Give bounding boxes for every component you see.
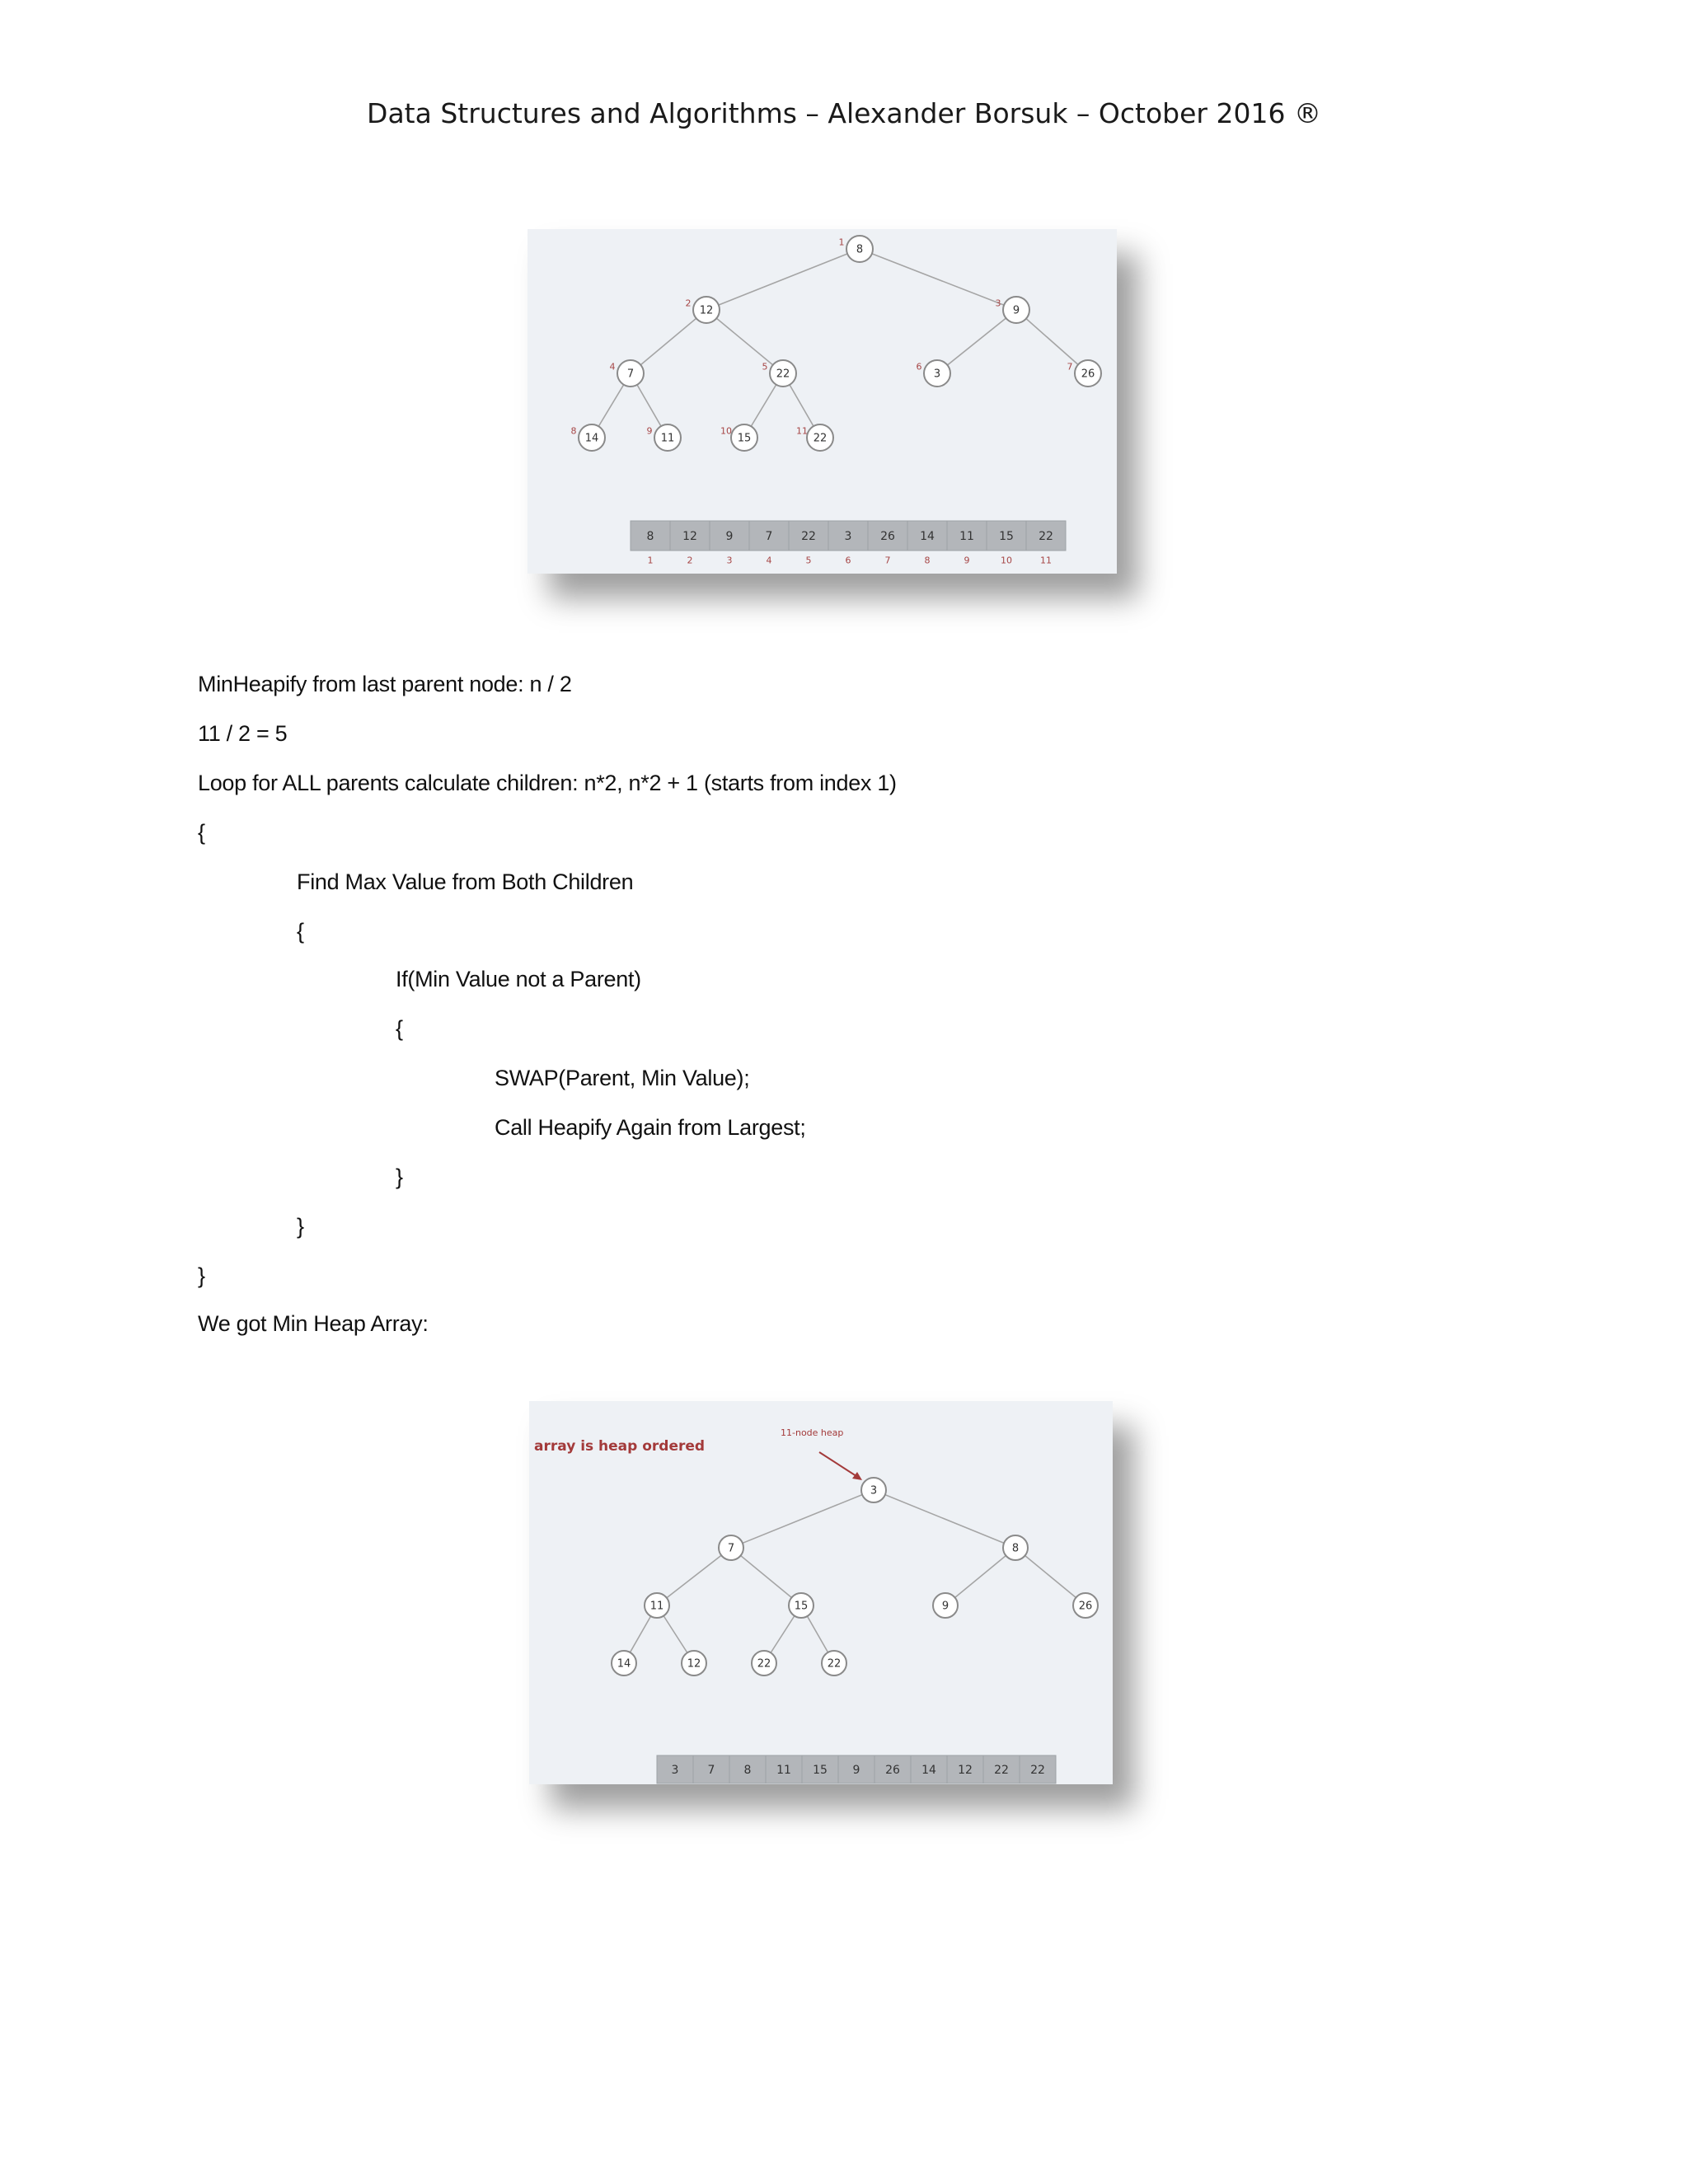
- tree-node-index: 5: [762, 361, 768, 373]
- line-brace-close-2: }: [297, 1214, 304, 1239]
- array-cell: [911, 1755, 947, 1783]
- tree-node: [579, 424, 605, 451]
- array-cell: [907, 521, 947, 551]
- array-cell-value: 15: [999, 530, 1014, 543]
- tree-node: [719, 1535, 743, 1560]
- tree-node-value: 7: [626, 368, 635, 381]
- tree-edge: [860, 249, 1016, 310]
- array-cell-value: 26: [880, 530, 895, 543]
- array-cell-value: 9: [725, 530, 734, 543]
- array-index: 1: [647, 555, 654, 566]
- array-cell: [828, 521, 868, 551]
- array-cell-value: 3: [671, 1764, 679, 1777]
- tree-node-value: 8: [1011, 1542, 1020, 1555]
- array-cell-value: 22: [1030, 1764, 1045, 1777]
- tree-node-value: 14: [584, 432, 599, 445]
- tree-node-value: 15: [794, 1600, 809, 1613]
- line-minheapify: MinHeapify from last parent node: n / 2: [198, 672, 572, 696]
- array-cell: [789, 521, 828, 551]
- tree-node-index: 4: [609, 361, 616, 373]
- array-index: 10: [1001, 555, 1012, 566]
- line-brace-open-1: {: [198, 820, 205, 845]
- array-index: 4: [766, 555, 772, 566]
- array-cell-value: 22: [801, 530, 816, 543]
- tree-node-value: 12: [699, 304, 714, 317]
- array-cell: [766, 1755, 802, 1783]
- tree-node-value: 8: [856, 243, 864, 256]
- tree-node-value: 22: [776, 368, 790, 381]
- tree-node-value: 26: [1078, 1600, 1093, 1613]
- array-cell: [657, 1755, 693, 1783]
- page-header: Data Structures and Algorithms – Alexander Borsuk – October 2016 ®: [367, 97, 1321, 129]
- tree-edge: [945, 1548, 1015, 1605]
- array-index: 11: [1040, 555, 1052, 566]
- array-cell-value: 12: [958, 1764, 973, 1777]
- tree-node-value: 3: [870, 1484, 878, 1497]
- tree-edge: [731, 1490, 874, 1548]
- array-cell: [868, 521, 907, 551]
- array-cell: [947, 521, 987, 551]
- array-index: 5: [805, 555, 812, 566]
- tree-edge: [631, 310, 706, 373]
- tree-edge: [706, 249, 860, 310]
- line-if: If(Min Value not a Parent): [396, 967, 641, 991]
- tree-node-index: 7: [1067, 361, 1073, 373]
- tree-node-index: 3: [995, 298, 1001, 309]
- tree-node: [1075, 360, 1101, 387]
- array-cell-value: 26: [885, 1764, 900, 1777]
- array-cell-value: 22: [994, 1764, 1009, 1777]
- line-calc: 11 / 2 = 5: [198, 721, 288, 746]
- tree-node-value: 9: [941, 1600, 950, 1613]
- tree-edge: [1015, 1548, 1085, 1605]
- array-cell: [729, 1755, 766, 1783]
- tree-node-value: 15: [737, 432, 752, 445]
- array-cell: [749, 521, 789, 551]
- tree-node-value: 9: [1012, 304, 1020, 317]
- array-cell-value: 12: [682, 530, 697, 543]
- array-cell-value: 11: [776, 1764, 791, 1777]
- node-heap-label: 11-node heap: [781, 1427, 844, 1438]
- line-loop: Loop for ALL parents calculate children: n*2, n*2 + 1 (starts from index 1): [198, 771, 897, 795]
- tree-edge: [731, 1548, 801, 1605]
- array-cell: [1020, 1755, 1056, 1783]
- arrow-line: [819, 1452, 859, 1478]
- array-cell: [802, 1755, 838, 1783]
- tree-node-index: 11: [796, 425, 808, 437]
- line-result: We got Min Heap Array:: [198, 1311, 429, 1336]
- tree-node-index: 2: [685, 298, 692, 309]
- tree-edge: [874, 1490, 1015, 1548]
- tree-node: [645, 1593, 669, 1618]
- tree-node: [846, 236, 873, 262]
- array-cell-value: 9: [852, 1764, 860, 1777]
- array-index: 7: [884, 555, 891, 566]
- array-cell: [1026, 521, 1066, 551]
- tree-node-index: 10: [720, 425, 732, 437]
- tree-node: [770, 360, 796, 387]
- tree-edge: [657, 1548, 731, 1605]
- tree-node-index: 8: [570, 425, 577, 437]
- array-cell-value: 14: [921, 1764, 936, 1777]
- tree-edge: [706, 310, 783, 373]
- line-find-max: Find Max Value from Both Children: [297, 869, 634, 894]
- array-index: 2: [687, 555, 693, 566]
- array-cell: [838, 1755, 874, 1783]
- array-cell-value: 7: [707, 1764, 715, 1777]
- min-heap-tree-diagram: [529, 1401, 1113, 1784]
- tree-node: [682, 1651, 706, 1675]
- array-cell: [710, 521, 749, 551]
- array-cell-value: 14: [920, 530, 935, 543]
- array-cell-value: 3: [844, 530, 852, 543]
- array-cell: [631, 521, 670, 551]
- tree-node: [1003, 297, 1029, 323]
- tree-node-value: 7: [727, 1542, 735, 1555]
- line-brace-open-2: {: [297, 919, 304, 944]
- array-cell: [693, 1755, 729, 1783]
- tree-edge: [937, 310, 1016, 373]
- heap-figure-ordered: [529, 1401, 1113, 1784]
- tree-node: [807, 424, 833, 451]
- tree-node-value: 26: [1081, 368, 1095, 381]
- tree-node-value: 11: [649, 1600, 664, 1613]
- array-cell: [947, 1755, 983, 1783]
- tree-node-value: 11: [660, 432, 675, 445]
- tree-node: [731, 424, 757, 451]
- array-index: 9: [964, 555, 970, 566]
- heap-tree-diagram: [528, 229, 1117, 574]
- line-brace-open-3: {: [396, 1016, 403, 1041]
- tree-node: [933, 1593, 958, 1618]
- tree-node-value: 22: [827, 1657, 842, 1671]
- array-cell-value: 8: [743, 1764, 752, 1777]
- tree-node: [752, 1651, 776, 1675]
- tree-node: [822, 1651, 846, 1675]
- tree-node-value: 14: [617, 1657, 631, 1671]
- line-swap: SWAP(Parent, Min Value);: [495, 1066, 750, 1090]
- tree-node: [693, 297, 720, 323]
- line-brace-close-3: }: [396, 1165, 403, 1189]
- tree-node-value: 22: [813, 432, 828, 445]
- tree-edge: [1016, 310, 1088, 373]
- array-cell-value: 11: [959, 530, 974, 543]
- tree-node: [861, 1478, 886, 1502]
- arrow-head-icon: [852, 1472, 862, 1480]
- array-cell: [874, 1755, 911, 1783]
- tree-node-index: 1: [838, 237, 845, 248]
- heap-figure-unordered: [528, 229, 1117, 574]
- line-call-heapify: Call Heapify Again from Largest;: [495, 1115, 806, 1140]
- array-index: 6: [845, 555, 851, 566]
- array-cell: [987, 521, 1026, 551]
- tree-node: [1003, 1535, 1028, 1560]
- tree-node-value: 3: [933, 368, 941, 381]
- array-cell: [670, 521, 710, 551]
- array-cell-value: 22: [1039, 530, 1053, 543]
- tree-node-index: 9: [646, 425, 653, 437]
- tree-node-value: 22: [757, 1657, 771, 1671]
- tree-node-index: 6: [916, 361, 922, 373]
- tree-node-value: 12: [687, 1657, 701, 1671]
- array-cell: [983, 1755, 1020, 1783]
- tree-node: [1073, 1593, 1098, 1618]
- heap-ordered-label: array is heap ordered: [534, 1438, 706, 1455]
- array-index: 3: [726, 555, 733, 566]
- tree-node: [654, 424, 681, 451]
- array-cell-value: 8: [646, 530, 654, 543]
- array-cell-value: 7: [765, 530, 773, 543]
- tree-node: [612, 1651, 636, 1675]
- array-cell-value: 15: [813, 1764, 828, 1777]
- tree-node: [789, 1593, 814, 1618]
- tree-node: [617, 360, 644, 387]
- line-brace-close-1: }: [198, 1263, 205, 1288]
- array-index: 8: [924, 555, 931, 566]
- tree-node: [924, 360, 950, 387]
